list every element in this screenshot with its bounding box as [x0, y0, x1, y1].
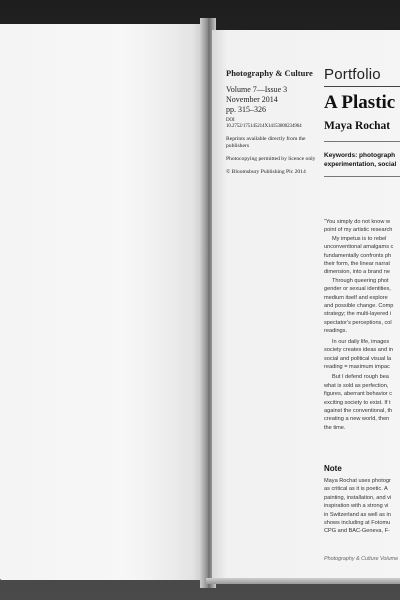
body-line: the time.: [324, 424, 346, 431]
body-line: gender or sexual identities,: [324, 286, 391, 293]
note-line: painting, installation, and vi: [324, 494, 392, 501]
body-line: society creates ideas and in: [324, 347, 394, 354]
body-line: spectator's perceptions, col: [324, 319, 392, 326]
photocopying-notice: Photocopying permitted by licence only: [226, 155, 316, 162]
section-divider: [324, 86, 400, 87]
keywords-divider-bottom: [324, 176, 400, 177]
body-line: creating a new world, then: [324, 416, 390, 423]
volume-info: [226, 85, 318, 115]
page-stack-edge: [206, 578, 400, 584]
doi-block: [226, 118, 318, 130]
article-body: [324, 218, 400, 432]
body-line: what is sold as perfection,: [324, 382, 389, 389]
body-line: In our daily life, images: [332, 338, 390, 345]
note-body: [324, 477, 400, 536]
journal-name: Photography & Culture: [226, 68, 313, 78]
body-line: dimension, into a brand ne: [324, 269, 390, 276]
note-line: as critical as it is poetic. A: [324, 486, 388, 493]
body-line: unconventional amalgams c: [324, 244, 394, 251]
note-heading: Note: [324, 464, 342, 473]
body-line: exciting society to exist. If t: [324, 399, 391, 406]
body-line: strategy; the multi-layered i: [324, 311, 392, 318]
keywords-label: Keywords:: [324, 152, 358, 159]
note-line: CPG and BAC-Geneva, F-: [324, 528, 390, 535]
running-footer: Photography & Culture Volume: [324, 556, 399, 562]
keywords-line-2: experimentation, social: [324, 161, 397, 168]
reprints-notice: Reprints available directly from the publishers: [226, 135, 306, 149]
page-range: pp. 315–326: [226, 104, 266, 114]
keywords-divider-top: [324, 141, 400, 142]
doi-value: 10.2752/175145214X14153800234964: [226, 123, 302, 129]
body-line: and possible change. Comp: [324, 303, 394, 310]
copyright-notice: © Bloomsbury Publishing Plc 2014: [226, 168, 306, 175]
keywords-block: [324, 151, 400, 169]
journal-metadata: [226, 68, 318, 176]
article-title: A Plastic: [324, 92, 396, 113]
body-line: reading = maximum impac: [324, 363, 390, 370]
body-line: But I defend rough bea: [332, 374, 389, 381]
note-line: Maya Rochat uses photogr: [324, 478, 391, 484]
body-line: “You simply do not know w: [324, 219, 391, 225]
article-author: Maya Rochat: [324, 120, 391, 132]
doi-label: DOI: [226, 117, 235, 123]
body-line: My impetus is to rebel: [332, 235, 387, 242]
body-line: Through queering phot: [332, 277, 389, 284]
body-line: readings.: [324, 328, 348, 335]
keywords-line-1: photograph: [357, 152, 396, 159]
note-line: shows including at Fotomu: [324, 520, 391, 527]
note-line: in Switzerland as well as in: [324, 511, 391, 518]
body-line: social and political visual la: [324, 355, 392, 362]
issue-date: November 2014: [226, 94, 278, 104]
note-line: inspiration with a strong vi: [324, 503, 389, 510]
right-page: [212, 30, 400, 578]
volume-issue: Volume 7—Issue 3: [226, 84, 288, 94]
body-line: against the conventional, th: [324, 407, 393, 414]
body-line: their form, the linear narrat: [324, 261, 390, 268]
body-line: medium itself and explore: [324, 294, 388, 301]
body-line: fundamentally confronts ph: [324, 252, 392, 259]
body-line: figures, aberrant behavior c: [324, 391, 393, 398]
section-label: Portfolio: [324, 66, 381, 83]
body-line: point of my artistic research: [324, 227, 393, 234]
